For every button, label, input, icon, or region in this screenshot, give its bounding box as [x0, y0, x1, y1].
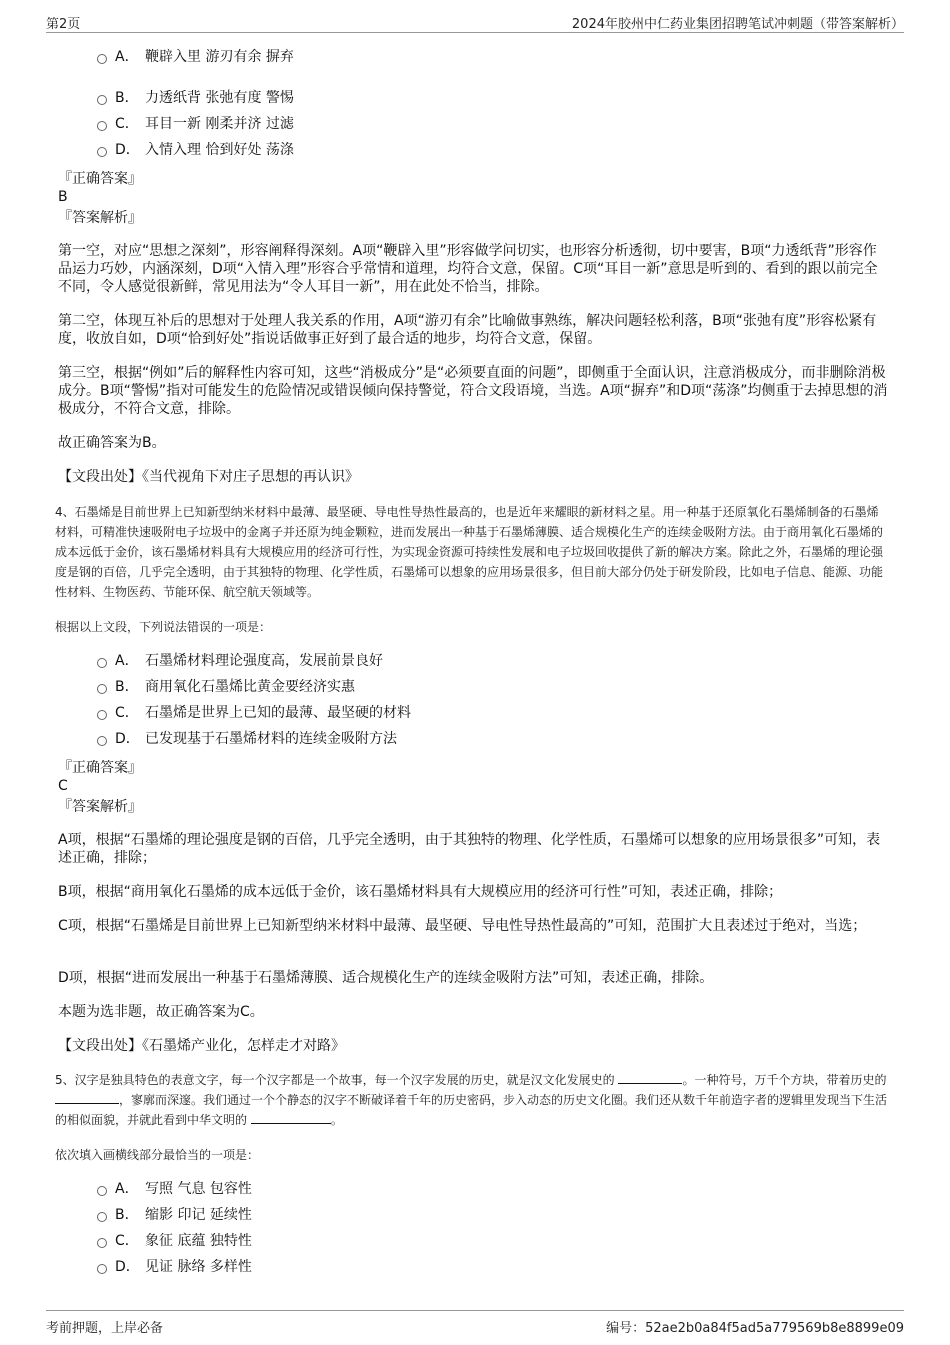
q4-option-c[interactable]: C． 石墨烯是世界上已知的最薄、最坚硬的材料 [97, 704, 411, 722]
document-title: 2024年胶州中仁药业集团招聘笔试冲刺题（带答案解析） [571, 17, 904, 32]
radio-icon[interactable] [97, 147, 107, 157]
q3-answer: B [58, 189, 68, 205]
q3-analysis-4: 故正确答案为B。 [58, 435, 166, 451]
q5-stem: 5、汉字是独具特色的表意文字，每一个汉字都是一个故事，每一个汉字发展的历史，就是汉文化发展史的 。一种符号，万千个方块，带着历史的 ，寥廓而深邃。我们通过一个个静态的汉字不断破译着千年的历史密码，步入动态的历史文化圈。我们还从数千年前造字者的逻辑里发现当下生活的相似面貌，并就此看到中华文明的 。 [55, 1073, 888, 1127]
q3-answer-label: 『正确答案』 [58, 171, 142, 187]
q3-source: 【文段出处】《当代视角下对庄子思想的再认识》 [58, 469, 359, 485]
q3-option-d[interactable]: D． 入情入理 恰到好处 荡涤 [97, 141, 294, 159]
q4-analysis-label: 『答案解析』 [58, 799, 142, 815]
q3-analysis-3: 第三空，根据“例如”后的解释性内容可知，这些“消极成分”是“必须要直面的问题”，即侧重于全面认识，注意消极成分，而非删除消极成分。B项“警惕”指对可能发生的危险情况或错误倾向保持警觉，符合文段语境，当选。A项“摒弃”和D项“荡涤”均侧重于去掉思想的消极成分，不符合文意，排除。 [58, 365, 888, 417]
q4-analysis-4: D项，根据“进而发展出一种基于石墨烯薄膜、适合规模化生产的连续金吸附方法”可知，表述正确，排除。 [58, 970, 714, 986]
footer-slogan: 考前押题，上岸必备 [46, 1321, 164, 1336]
fill-blank-3[interactable] [251, 1111, 331, 1124]
fill-blank-2[interactable] [55, 1091, 119, 1104]
q5-option-d[interactable]: D． 见证 脉络 多样性 [97, 1258, 252, 1276]
radio-icon[interactable] [97, 658, 107, 668]
q3-analysis-2: 第二空，体现互补后的思想对于处理人我关系的作用，A项“游刃有余”比喻做事熟练，解决问题轻松利落，B项“张弛有度”形容松紧有度，收放自如，D项“恰到好处”指说话做事正好到了最合适的地步，均符合文意，保留。 [58, 313, 877, 347]
q5-option-a[interactable]: A． 写照 气息 包容性 [97, 1180, 252, 1198]
radio-icon[interactable] [97, 736, 107, 746]
q4-source: 【文段出处】《石墨烯产业化，怎样走才对路》 [58, 1038, 345, 1054]
radio-icon[interactable] [97, 1238, 107, 1248]
q5-option-b[interactable]: B． 缩影 印记 延续性 [97, 1206, 252, 1224]
radio-icon[interactable] [97, 95, 107, 105]
radio-icon[interactable] [97, 1264, 107, 1274]
q4-prompt: 根据以上文段，下列说法错误的一项是： [55, 620, 272, 634]
radio-icon[interactable] [97, 710, 107, 720]
radio-icon[interactable] [97, 684, 107, 694]
document-id: 编号：52ae2b0a84f5ad5a779569b8e8899e09 [606, 1321, 904, 1336]
q3-analysis-1: 第一空，对应“思想之深刻”，形容阐释得深刻。A项“鞭辟入里”形容做学问切实，也形容分析透彻，切中要害，B项“力透纸背”形容作品运力巧妙，内涵深刻，D项“入情入理”形容合乎常情和道理，均符合文意，保留。C项“耳目一新”意思是听到的、看到的跟以前完全不同，令人感觉很新鲜，常见用法为“令人耳目一新”，用在此处不恰当，排除。 [58, 243, 878, 295]
q3-option-c[interactable]: C． 耳目一新 刚柔并济 过滤 [97, 115, 294, 133]
q4-option-b[interactable]: B． 商用氧化石墨烯比黄金要经济实惠 [97, 678, 355, 696]
radio-icon[interactable] [97, 1186, 107, 1196]
q5-option-c[interactable]: C． 象征 底蕴 独特性 [97, 1232, 252, 1250]
fill-blank-1[interactable] [618, 1071, 682, 1084]
q4-stem: 4、石墨烯是目前世界上已知新型纳米材料中最薄、最坚硬、导电性导热性最高的，也是近年来耀眼的新材料之星。用一种基于还原氧化石墨烯制备的石墨烯材料，可精准快速吸附电子垃圾中的金离子并还原为纯金颗粒，进而发展出一种基于石墨烯薄膜、适合规模化生产的连续金吸附方法。由于商用氧化石墨烯的成本远低于金价，该石墨烯材料具有大规模应用的经济可行性，为实现金资源可持续性发展和电子垃圾回收提供了新的解决方案。除此之外，石墨烯的理论强度是钢的百倍，几乎完全透明，由于其独特的物理、化学性质，石墨烯可以想象的应用场景很多，但目前大部分仍处于研发阶段，比如电子信息、能源、功能性材料、生物医药、节能环保、航空航天领域等。 [55, 505, 884, 599]
q4-analysis-3: C项，根据“石墨烯是目前世界上已知新型纳米材料中最薄、最坚硬、导电性导热性最高的”可知，范围扩大且表述过于绝对，当选； [58, 918, 867, 934]
q4-analysis-5: 本题为选非题，故正确答案为C。 [58, 1004, 264, 1020]
q4-option-d[interactable]: D． 已发现基于石墨烯材料的连续金吸附方法 [97, 730, 397, 748]
q4-answer-label: 『正确答案』 [58, 760, 142, 776]
q3-option-b[interactable]: B． 力透纸背 张弛有度 警惕 [97, 89, 294, 107]
q3-analysis-label: 『答案解析』 [58, 210, 142, 226]
q5-prompt: 依次填入画横线部分最恰当的一项是： [55, 1148, 260, 1162]
radio-icon[interactable] [97, 54, 107, 64]
q4-analysis-2: B项，根据“商用氧化石墨烯的成本远低于金价，该石墨烯材料具有大规模应用的经济可行性”可知，表述正确，排除； [58, 884, 783, 900]
q4-analysis-1: A项，根据“石墨烯的理论强度是钢的百倍，几乎完全透明，由于其独特的物理、化学性质，石墨烯可以想象的应用场景很多”可知，表述正确，排除； [58, 832, 881, 866]
page-footer [46, 1310, 904, 1337]
q4-answer: C [58, 778, 68, 794]
radio-icon[interactable] [97, 1212, 107, 1222]
page-number: 第2页 [46, 17, 81, 32]
q3-option-a[interactable]: A． 鞭辟入里 游刃有余 摒弃 [97, 48, 294, 66]
radio-icon[interactable] [97, 121, 107, 131]
page-header [46, 10, 904, 33]
q4-option-a[interactable]: A． 石墨烯材料理论强度高，发展前景良好 [97, 652, 383, 670]
